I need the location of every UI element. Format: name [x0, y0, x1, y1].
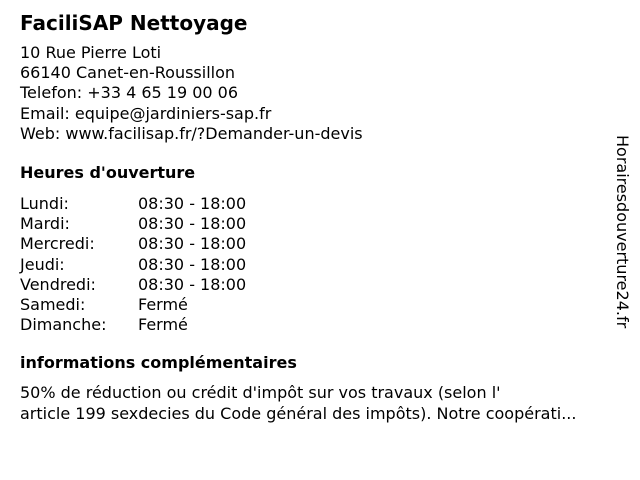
side-brand-watermark: Horairesdouverture24.fr: [613, 135, 632, 329]
address-city: 66140 Canet-en-Roussillon: [20, 63, 236, 83]
day-label: Vendredi:: [20, 274, 96, 294]
info-line-1: 50% de réduction ou crédit d'impôt sur vos travaux (selon l': [20, 383, 501, 402]
day-label: Jeudi:: [20, 254, 65, 274]
info-line-2: article 199 sexdecies du Code général des impôts). Notre coopérati...: [20, 403, 577, 423]
website-link[interactable]: Web: www.facilisap.fr/?Demander-un-devis: [20, 123, 363, 143]
opening-hours-table: [20, 194, 246, 335]
time-range: 08:30 - 18:00: [138, 274, 247, 294]
hours-row-tuesday: [20, 214, 246, 234]
day-label: Samedi:: [20, 294, 86, 314]
address-street: 10 Rue Pierre Loti: [20, 43, 162, 62]
time-range: 08:30 - 18:00: [138, 194, 247, 213]
time-range: Fermé: [138, 294, 188, 314]
contact-block: [20, 43, 363, 144]
business-name: FaciliSAP Nettoyage: [20, 11, 248, 35]
info-description: [20, 383, 630, 424]
info-heading: informations complémentaires: [20, 353, 297, 372]
hours-row-wednesday: [20, 234, 246, 254]
time-range: Fermé: [138, 315, 188, 335]
time-range: 08:30 - 18:00: [138, 234, 247, 254]
hours-row-thursday: [20, 255, 246, 275]
day-label: Dimanche:: [20, 315, 107, 335]
time-range: 08:30 - 18:00: [138, 254, 247, 274]
day-label: Lundi:: [20, 194, 69, 213]
hours-heading: Heures d'ouverture: [20, 163, 196, 182]
hours-row-friday: [20, 275, 246, 295]
hours-row-sunday: [20, 315, 246, 335]
hours-row-saturday: [20, 295, 246, 315]
time-range: 08:30 - 18:00: [138, 214, 247, 234]
day-label: Mardi:: [20, 214, 70, 234]
day-label: Mercredi:: [20, 234, 95, 254]
email-address[interactable]: Email: equipe@jardiniers-sap.fr: [20, 103, 272, 123]
phone-number[interactable]: Telefon: +33 4 65 19 00 06: [20, 83, 239, 103]
hours-row-monday: [20, 194, 246, 214]
